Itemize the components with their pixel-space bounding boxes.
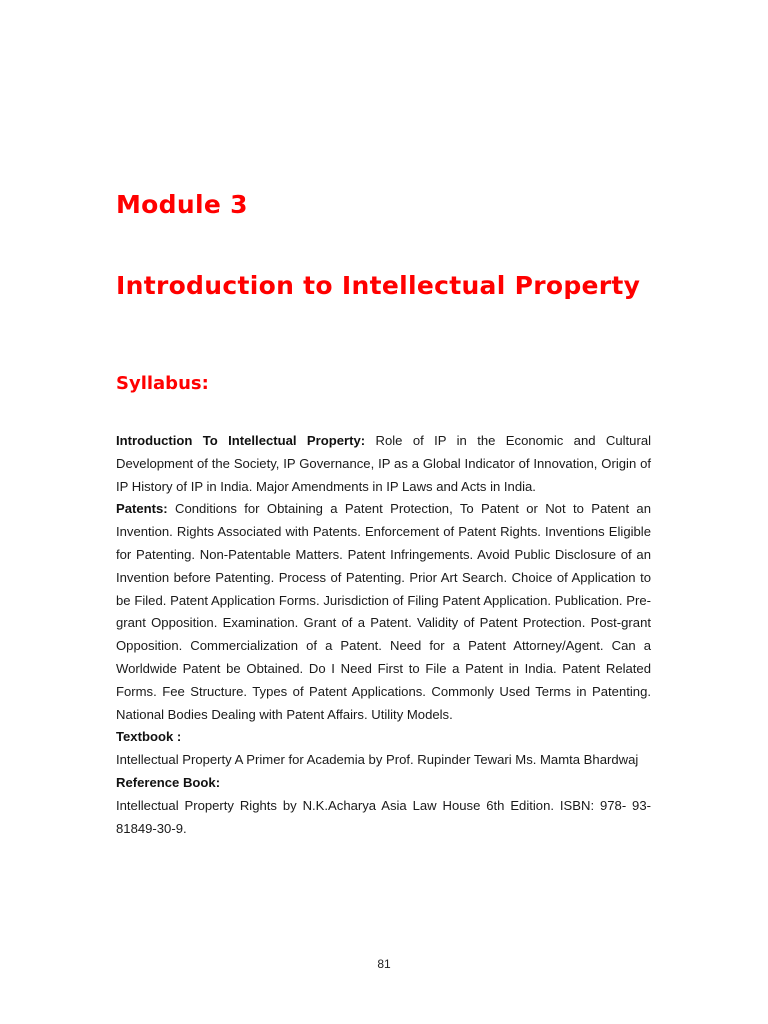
textbook-text: Intellectual Property A Primer for Academia by Prof. Rupinder Tewari Ms. Mamta Bhardwaj: [116, 752, 639, 768]
page-title: Introduction to Intellectual Property: [116, 271, 641, 300]
patents-paragraph: [116, 498, 651, 726]
patents-label: Patents:: [116, 501, 168, 517]
textbook-label: Textbook :: [116, 729, 182, 745]
intro-text: Role of IP in the Economic and Cultural Development of the Society, IP Governance, IP as a Global Indicator of Innovation, Origin of IP History of IP in India. Major Amendments in IP Laws and Acts in India.: [116, 433, 652, 494]
intro-paragraph: [116, 430, 651, 498]
reference-label: Reference Book:: [116, 774, 221, 790]
reference-text: Intellectual Property Rights by N.K.Acharya Asia Law House 6th Edition. ISBN: 978- 93-81849-30-9.: [116, 797, 651, 836]
patents-text: Conditions for Obtaining a Patent Protection, To Patent or Not to Patent an Invention. Rights Associated with Patents. Enforcement of Patent Rights. Inventions Eligible for Patenting. Non-Patentable Matters. Patent Infringements. Avoid Public Disclosure of an Invention before Patenting. Process of Patenting. Prior Art Search. Choice of Application to be Filed. Patent Application Forms. Jurisdiction of Filing Patent Application. Publication. Pre-grant Opposition. Examination. Grant of a Patent. Validity of Patent Protection. Post-grant Opposition. Commercialization of a Patent. Need for a Patent Attorney/Agent. Can a Worldwide Patent be Obtained. Do I Need First to File a Patent in India. Patent Related Forms. Fee Structure. Types of Patent Applications. Commonly Used Terms in Patenting. National Bodies Dealing with Patent Affairs. Utility Models.: [116, 501, 651, 722]
intro-label: Introduction To Intellectual Property:: [116, 433, 366, 448]
page-number: 81: [377, 957, 391, 971]
module-title: Module 3: [116, 190, 248, 219]
syllabus-heading: Syllabus:: [116, 373, 209, 394]
syllabus-body: [116, 430, 651, 840]
